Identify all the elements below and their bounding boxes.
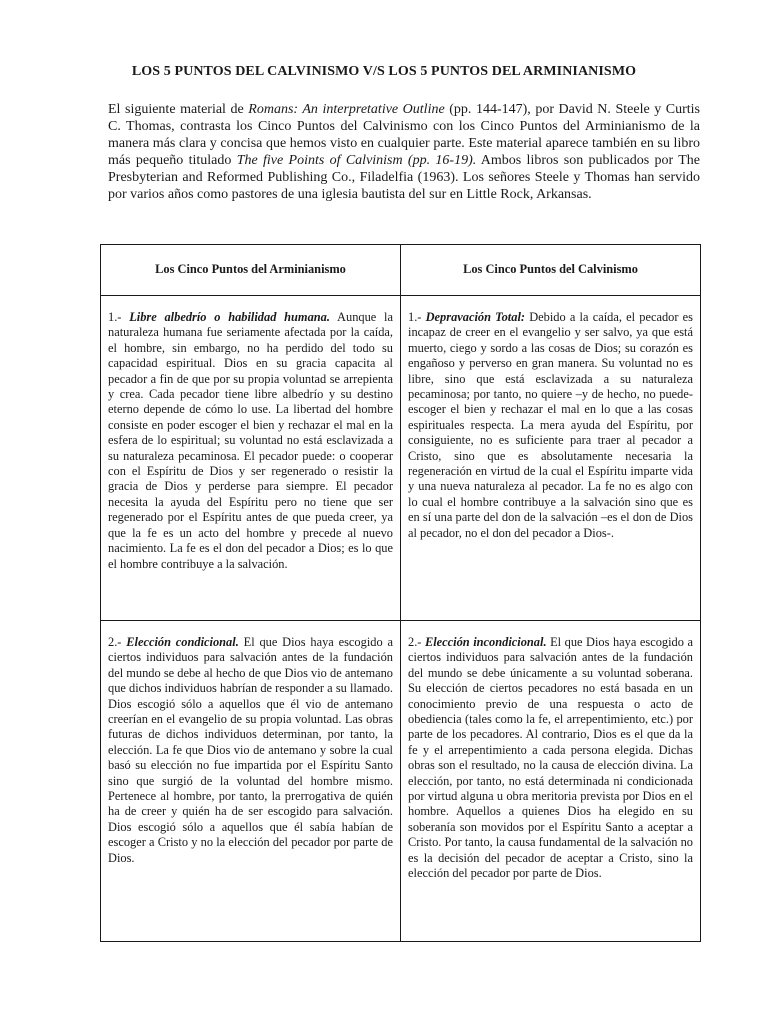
intro-book-title-2: The five Points of Calvinism (pp. 16-19). xyxy=(236,153,477,169)
point-text: Debido a la caída, el pecador es incapaz de creer en el evangelio y ser salvo, ya que está muerto, ciego y sordo a las cosas de Dios; su corazón es engañoso y perverso en gran manera. Su voluntad no es libre, sino que está esclavizada a su naturaleza pecaminosa; por tanto, no quiere –y de hecho, no puede- escoger el bien y rechazar el mal en lo que a las cosas espirituales respecta. La mera ayuda del Espíritu, por consiguiente, no es suficiente para traer al pecador a Cristo, sino que es absolutamente necesaria la regeneración en virtud de la cual el Espíritu imparte vida y una nueva naturaleza al pecador. La fe no es algo con lo cual el hombre contribuye a la salvación sino que es en sí una parte del don de la salvación –es el don de Dios al pecador, no el don del pecador a Dios-. xyxy=(408,310,693,540)
intro-text-3: Ambos libros son publicados por The Presbyterian and Reformed Publishing Co., Filadelfia (1963). Los señores Steele y Thomas han servido por varios años como pastores de una iglesia bautista del sur en Little Rock, Arkansas. xyxy=(108,153,700,203)
intro-text-2: (pp. 144-147), por David N. Steele y Curtis C. Thomas, contrasta los Cinco Puntos del Calvinismo con los Cinco Puntos del Arminianismo de la manera más clara y concisa que hemos visto en cualquier parte. Este material aparece también en su libro más pequeño titulado xyxy=(108,102,701,169)
point-title: Elección condicional. xyxy=(126,635,239,649)
table-row xyxy=(101,621,701,942)
comparison-table xyxy=(100,244,701,942)
calvinist-point-1 xyxy=(401,296,701,621)
arminian-point-2 xyxy=(101,621,401,942)
point-title: Libre albedrío o habilidad humana. xyxy=(129,310,330,324)
point-text: El que Dios haya escogido a ciertos individuos para salvación antes de la fundación del mundo se debe al hecho de que Dios vio de antemano que dichos individuos habrían de responder a su llamado. Dios escogió sólo a aquellos que él vio de antemano creerían en el evangelio de su propia voluntad. Las obras futuras de dichos individuos determinan, por tanto, la elección. La fe que Dios vio de antemano y sobre la cual basó su elección no fue impartida por el Espíritu Santo sino que surgió de la voluntad del hombre mismo. Pertenece al hombre, por tanto, la prerrogativa de quién ha de creer y quién ha de ser escogido para salvación. Dios escogió sólo a aquellos que él sabía habían de escoger a Cristo y no la elección del pecador por parte de Dios. xyxy=(108,635,393,865)
intro-paragraph xyxy=(108,101,700,204)
header-calvinism: Los Cinco Puntos del Calvinismo xyxy=(401,245,701,296)
point-title: Elección incondicional. xyxy=(424,635,547,649)
calvinist-point-2 xyxy=(401,621,701,942)
intro-text-1: El siguiente material de xyxy=(108,102,249,117)
header-arminianism: Los Cinco Puntos del Arminianismo xyxy=(101,245,401,296)
point-title: Depravación Total: xyxy=(425,310,526,324)
table-row xyxy=(101,296,701,621)
page-title: LOS 5 PUNTOS DEL CALVINISMO V/S LOS 5 PUNTOS DEL ARMINIANISMO xyxy=(131,64,637,79)
point-number: 2.- xyxy=(108,635,127,649)
point-number: 2.- xyxy=(408,635,425,649)
arminian-point-1 xyxy=(101,296,401,621)
point-text: El que Dios haya escogido a ciertos individuos para salvación antes de la fundación del mundo se debe únicamente a su voluntad soberana. Su elección de ciertos pecadores no está basada en un conocimiento previo de una respuesta o acto de obediencia (tales como la fe, el arrepentimiento, etc.) por parte de los pecadores. Al contrario, Dios es el que da la fe y el arrepentimiento a cada persona elegida. Dichas obras son el resultado, no la causa de elección divina. La elección, por tanto, no está determinada ni condicionada por virtud alguna u obra meritoria prevista por Dios en el hombre. Aquellos a quienes Dios ha elegido en su soberanía son movidos por el Espíritu Santo a aceptar a Cristo. Por tanto, la causa fundamental de la salvación no es la decisión del pecador de aceptar a Cristo, sino la elección del pecador por parte de Dios. xyxy=(408,635,693,881)
point-number: 1.- xyxy=(108,310,130,324)
point-text: Aunque la naturaleza humana fue seriamente afectada por la caída, el hombre, sin embargo, no ha perdido del todo su capacidad espiritual. Dios en su gracia capacita al pecador a fin de que por su propia voluntad se arrepienta y crea. Cada pecador tiene libre albedrío y su destino eterno depende de cómo lo use. La libertad del hombre consiste en poder escoger el bien y rechazar el mal en la esfera de lo espiritual; su voluntad no está esclavizada a su naturaleza pecaminosa. El pecador puede: o cooperar con el Espíritu de Dios y ser regenerado o resistir la gracia de Dios y perderse para siempre. El pecador necesita la ayuda del Espíritu pero no tiene que ser regenerado por el Espíritu antes de que pueda creer, ya que la fe es un acto del hombre y precede al nuevo nacimiento. La fe es el don del pecador a Dios; es lo que el hombre contribuye a la salvación. xyxy=(108,310,393,571)
point-number: 1.- xyxy=(408,310,426,324)
table-header-row xyxy=(101,245,701,296)
intro-book-title-1: Romans: An interpretative Outline xyxy=(248,102,445,117)
